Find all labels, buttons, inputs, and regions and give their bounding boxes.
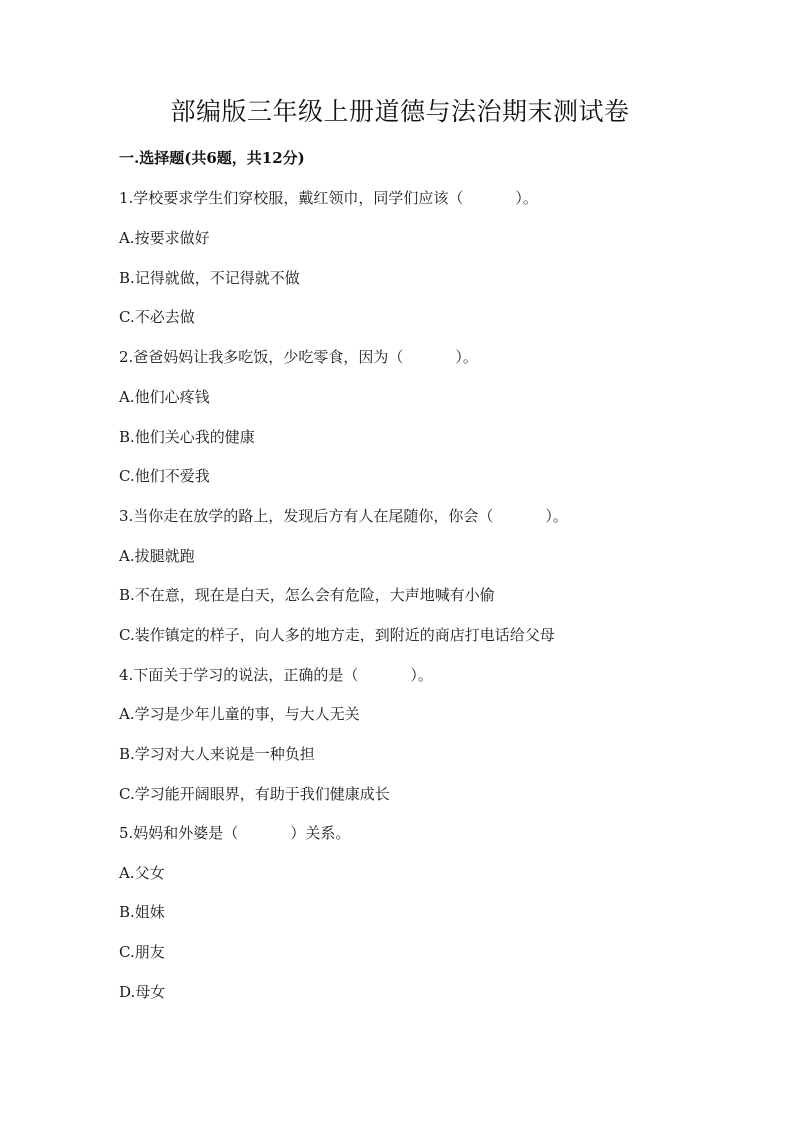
question-2-option-c: C.他们不爱我 <box>119 467 210 485</box>
page-title: 部编版三年级上册道德与法治期末测试卷 <box>170 97 630 126</box>
question-5-option-c: C.朋友 <box>119 943 165 961</box>
question-3-option-b: B.不在意，现在是白天，怎么会有危险，大声地喊有小偷 <box>119 586 495 604</box>
question-3-option-a: A.拔腿就跑 <box>119 547 195 565</box>
question-1-option-b: B.记得就做，不记得就不做 <box>119 269 300 287</box>
question-5-stem: 5.妈妈和外婆是（ ）关系。 <box>119 824 351 842</box>
question-1-stem: 1.学校要求学生们穿校服，戴红领巾，同学们应该（ ）。 <box>119 189 538 207</box>
question-4-option-b: B.学习对大人来说是一种负担 <box>119 745 315 763</box>
question-4-stem: 4.下面关于学习的说法，正确的是（ ）。 <box>119 666 433 684</box>
question-4-option-c: C.学习能开阔眼界，有助于我们健康成长 <box>119 785 390 803</box>
question-1-option-c: C.不必去做 <box>119 308 195 326</box>
question-5-option-d: D.母女 <box>119 983 166 1001</box>
question-5-option-b: B.姐妹 <box>119 903 165 921</box>
question-3-stem: 3.当你走在放学的路上，发现后方有人在尾随你，你会（ ）。 <box>119 507 568 525</box>
question-3-option-c: C.装作镇定的样子，向人多的地方走，到附近的商店打电话给父母 <box>119 626 555 644</box>
question-1-option-a: A.按要求做好 <box>119 229 210 247</box>
question-2-stem: 2.爸爸妈妈让我多吃饭，少吃零食，因为（ ）。 <box>119 348 478 366</box>
question-4-option-a: A.学习是少年儿童的事，与大人无关 <box>119 705 360 723</box>
question-5-option-a: A.父女 <box>119 864 165 882</box>
question-2-option-b: B.他们关心我的健康 <box>119 428 255 446</box>
section-heading: 一.选择题(共6题，共12分) <box>119 149 305 167</box>
question-2-option-a: A.他们心疼钱 <box>119 388 210 406</box>
